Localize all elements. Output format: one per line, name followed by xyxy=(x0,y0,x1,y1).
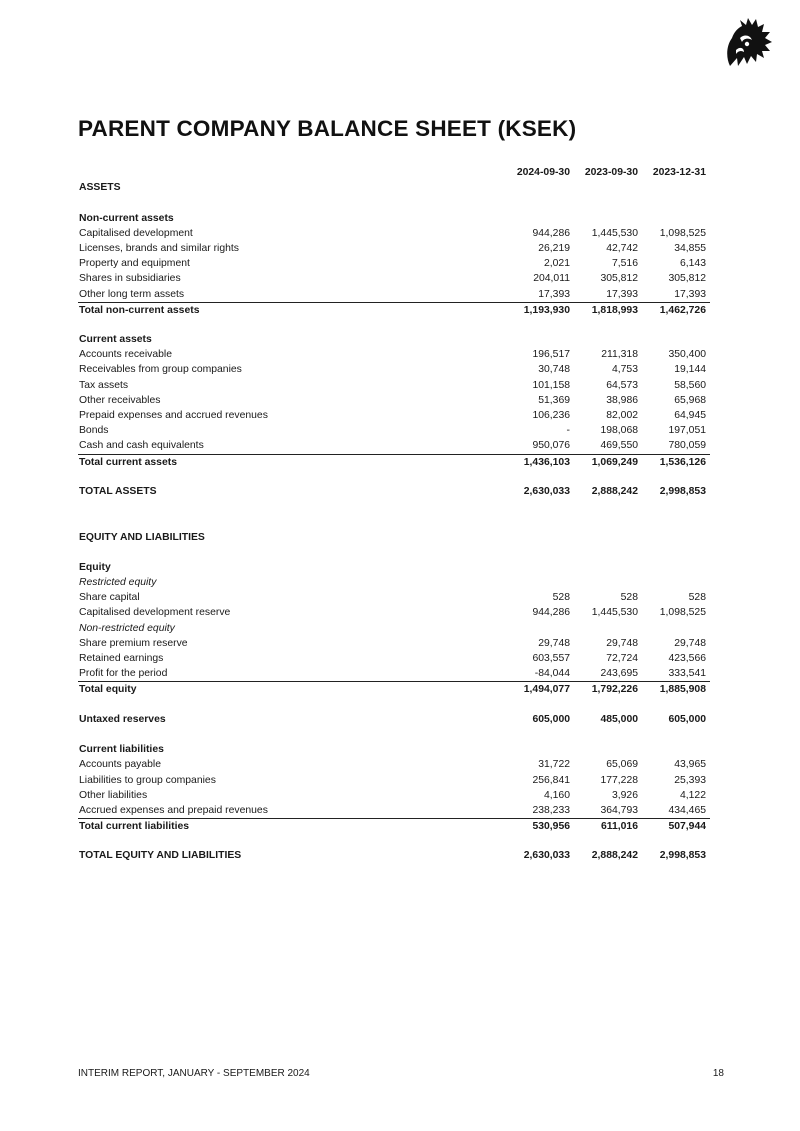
group-heading: Current liabilities xyxy=(79,744,164,756)
section-heading: ASSETS xyxy=(79,182,121,194)
page-footer xyxy=(78,1068,724,1079)
table-row: Receivables from group companies 30,748 4,753 19,144 xyxy=(79,364,706,376)
table-row: Capitalised development reserve 944,286 1,445,530 1,098,525 xyxy=(79,607,706,619)
group-heading: Non-current assets xyxy=(79,212,174,224)
column-header: 2024-09-30 xyxy=(516,167,570,178)
table-row: Liabilities to group companies 256,841 177,228 25,393 xyxy=(79,774,706,786)
table-row: Accounts payable 31,722 65,069 43,965 xyxy=(79,759,706,771)
table-row: Capitalised development 944,286 1,445,530 1,098,525 xyxy=(79,227,706,239)
column-header: 2023-09-30 xyxy=(584,167,638,178)
table-row: Accrued expenses and prepaid revenues 238,233 364,793 434,465 xyxy=(79,804,706,816)
total-row: Total current liabilities 530,956 611,016 507,944 xyxy=(78,818,710,833)
table-row: Other receivables 51,369 38,986 65,968 xyxy=(79,394,706,406)
group-heading: Current assets xyxy=(79,334,152,346)
page-title: PARENT COMPANY BALANCE SHEET (KSEK) xyxy=(78,116,577,141)
table-row: Retained earnings 603,557 72,724 423,566 xyxy=(79,653,706,664)
grand-total-row: TOTAL EQUITY AND LIABILITIES 2,630,033 2,888,242 2,998,853 xyxy=(79,850,706,862)
table-row: Profit for the period -84,044 243,695 333,541 xyxy=(79,668,706,680)
table-row: Other long term assets 17,393 17,393 17,393 xyxy=(79,288,706,300)
table-row: Property and equipment 2,021 7,516 6,143 xyxy=(79,258,706,270)
section-heading: EQUITY AND LIABILITIES xyxy=(79,531,205,543)
table-row: Shares in subsidiaries 204,011 305,812 305,812 xyxy=(79,273,706,285)
table-row: Share capital 528 528 528 xyxy=(79,592,706,604)
total-row: Total current assets 1,436,103 1,069,249 1,536,126 xyxy=(78,454,710,469)
balance-sheet-table xyxy=(78,165,710,864)
table-row: Tax assets 101,158 64,573 58,560 xyxy=(79,379,706,391)
column-header: 2023-12-31 xyxy=(652,167,706,178)
page-number: 18 xyxy=(712,1068,724,1079)
subgroup-heading: Non-restricted equity xyxy=(79,622,175,634)
table-row: Other liabilities 4,160 3,926 4,122 xyxy=(79,789,706,801)
table-row: Prepaid expenses and accrued revenues 106,236 82,002 64,945 xyxy=(79,410,706,421)
grand-total-row: TOTAL ASSETS 2,630,033 2,888,242 2,998,853 xyxy=(79,485,706,497)
table-row: Licenses, brands and similar rights 26,219 42,742 34,855 xyxy=(79,242,706,254)
subgroup-heading: Restricted equity xyxy=(79,577,157,589)
table-row: Bonds - 198,068 197,051 xyxy=(79,425,706,437)
table-row: Cash and cash equivalents 950,076 469,550 780,059 xyxy=(79,440,706,452)
untaxed-reserves-row: Untaxed reserves 605,000 485,000 605,000 xyxy=(79,713,706,725)
footer-report-title: INTERIM REPORT, JANUARY - SEPTEMBER 2024 xyxy=(78,1068,310,1079)
total-row: Total equity 1,494,077 1,792,226 1,885,908 xyxy=(78,681,710,696)
table-row: Accounts receivable 196,517 211,318 350,400 xyxy=(79,349,706,361)
dragon-logo-icon xyxy=(722,16,774,72)
table-row: Share premium reserve 29,748 29,748 29,748 xyxy=(79,637,706,649)
group-heading: Equity xyxy=(79,561,111,573)
column-header-row xyxy=(78,165,710,180)
total-row: Total non-current assets 1,193,930 1,818,993 1,462,726 xyxy=(78,302,710,317)
